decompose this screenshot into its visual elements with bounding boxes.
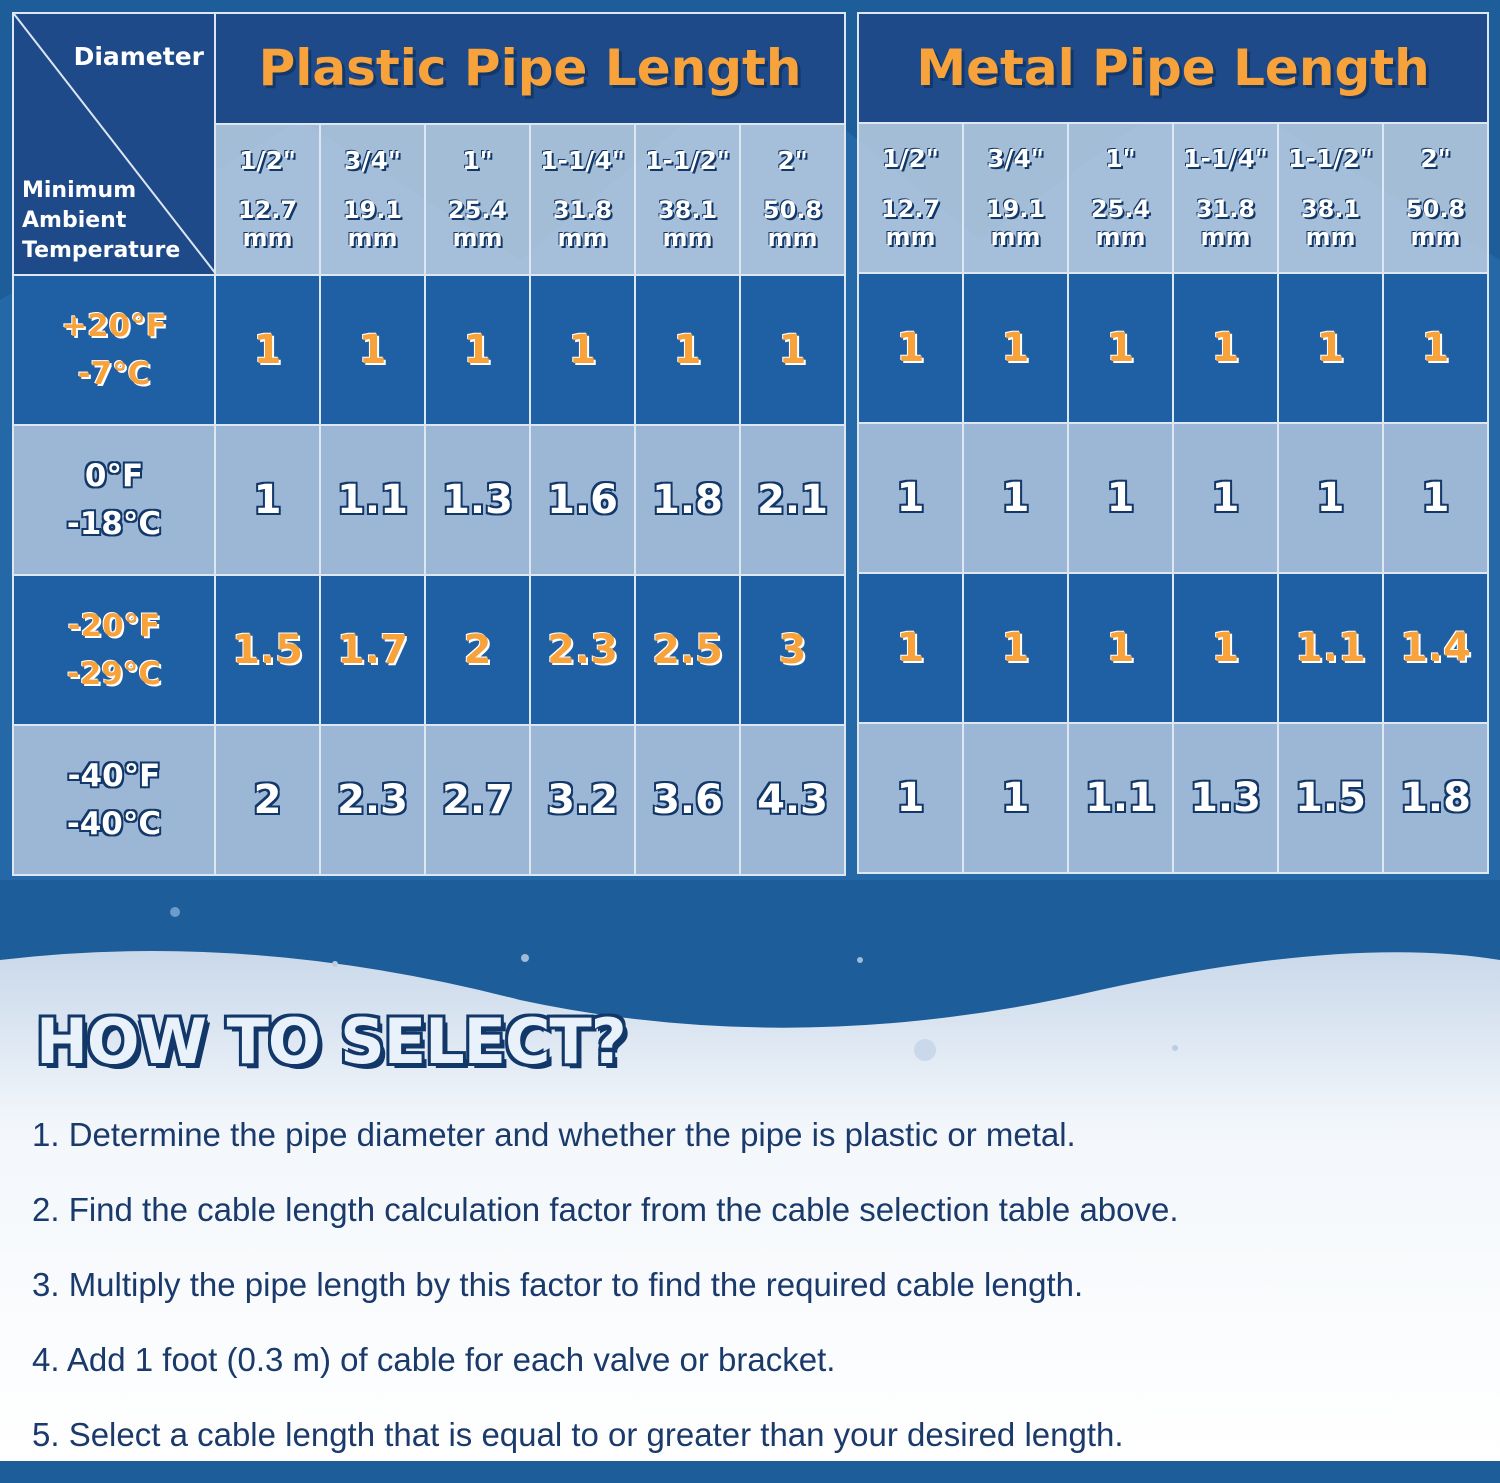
metal-factor-cell: 1 (963, 273, 1068, 423)
temperature-f: -40°F (67, 758, 161, 794)
metal-title: Metal Pipe Length (858, 13, 1488, 123)
plastic-factor-cell: 1.7 (320, 575, 425, 725)
plastic-size-header (740, 124, 845, 275)
size-inch: 3/4" (987, 144, 1044, 174)
plastic-factor-cell: 1.8 (635, 425, 740, 575)
size-mm: 12.7 (237, 196, 298, 225)
metal-factor-cell: 1.1 (1278, 573, 1383, 723)
plastic-factor-cell: 3.2 (530, 725, 635, 875)
metal-factor-cell: 1 (1068, 423, 1173, 573)
temperature-c: -7°C (77, 356, 151, 392)
plastic-factor-cell: 1 (530, 275, 635, 425)
temperature-f: +20°F (61, 308, 167, 344)
plastic-size-header (425, 124, 530, 275)
size-mm: 19.1 (342, 196, 403, 225)
plastic-size-header (215, 124, 320, 275)
metal-size-header (1068, 123, 1173, 273)
metal-factor-cell: 1 (1173, 273, 1278, 423)
size-inch: 1/2" (239, 145, 296, 175)
how-to-select-heading: HOW TO SELECT? (36, 1005, 626, 1078)
size-inch: 1-1/4" (540, 145, 625, 175)
step-3: 3. Multiply the pipe length by this factor to find the required cable length. (32, 1266, 1084, 1303)
size-unit: mm (885, 222, 936, 251)
temperature-cell (13, 425, 215, 575)
size-unit: mm (452, 224, 503, 253)
temperature-cell (13, 725, 215, 875)
size-unit: mm (347, 224, 398, 253)
plastic-factor-cell: 2.7 (425, 725, 530, 875)
metal-factor-cell: 1 (1383, 273, 1488, 423)
plastic-factor-cell: 1 (425, 275, 530, 425)
temperature-f: -20°F (67, 608, 161, 644)
metal-factor-cell: 1 (1383, 423, 1488, 573)
size-unit: mm (1305, 222, 1356, 251)
size-inch: 1" (462, 145, 493, 175)
instruction-steps (32, 1108, 1492, 1483)
metal-factor-cell: 1 (1278, 423, 1383, 573)
temperature-cell (13, 575, 215, 725)
metal-factor-cell: 1 (1173, 573, 1278, 723)
size-mm: 31.8 (552, 196, 613, 225)
plastic-factor-cell: 2 (425, 575, 530, 725)
metal-factor-cell: 1 (1068, 573, 1173, 723)
step-1: 1. Determine the pipe diameter and whether the pipe is plastic or metal. (32, 1116, 1076, 1153)
size-mm: 25.4 (1090, 194, 1151, 223)
size-inch: 3/4" (344, 145, 401, 175)
metal-size-header (1278, 123, 1383, 273)
temperature-c: -18°C (66, 506, 162, 542)
plastic-title: Plastic Pipe Length (215, 13, 845, 124)
metal-factor-cell: 1 (1278, 273, 1383, 423)
plastic-factor-cell: 1.5 (215, 575, 320, 725)
diameter-label: Diameter (73, 42, 204, 71)
plastic-factor-cell: 2.1 (740, 425, 845, 575)
metal-factor-cell: 1.8 (1383, 723, 1488, 873)
metal-factor-cell: 1 (858, 573, 963, 723)
cable-selection-table (12, 12, 1488, 878)
metal-size-header (1383, 123, 1488, 273)
size-mm: 38.1 (657, 196, 718, 225)
size-inch: 1/2" (882, 144, 939, 174)
metal-factor-cell: 1.3 (1173, 723, 1278, 873)
size-inch: 1-1/2" (645, 145, 730, 175)
metal-factor-cell: 1 (1068, 273, 1173, 423)
metal-size-header (1173, 123, 1278, 273)
plastic-table (12, 12, 846, 876)
size-inch: 2" (1420, 144, 1451, 174)
temperature-cell (13, 275, 215, 425)
metal-factor-cell: 1.1 (1068, 723, 1173, 873)
plastic-factor-cell: 1.1 (320, 425, 425, 575)
plastic-factor-cell: 2 (215, 725, 320, 875)
plastic-factor-cell: 1.3 (425, 425, 530, 575)
size-mm: 50.8 (762, 196, 823, 225)
plastic-factor-cell: 1 (215, 425, 320, 575)
size-unit: mm (1200, 222, 1251, 251)
metal-table (857, 12, 1489, 874)
metal-factor-cell: 1 (963, 723, 1068, 873)
size-inch: 2" (777, 145, 808, 175)
plastic-factor-cell: 1 (320, 275, 425, 425)
plastic-factor-cell: 2.3 (530, 575, 635, 725)
size-inch: 1-1/4" (1183, 144, 1268, 174)
temperature-f: 0°F (84, 458, 144, 494)
metal-factor-cell: 1.5 (1278, 723, 1383, 873)
size-unit: mm (990, 222, 1041, 251)
plastic-size-header (530, 124, 635, 275)
corner-header (13, 13, 215, 275)
metal-factor-cell: 1 (858, 273, 963, 423)
metal-factor-cell: 1 (1173, 423, 1278, 573)
metal-size-header (963, 123, 1068, 273)
step-4: 4. Add 1 foot (0.3 m) of cable for each valve or bracket. (32, 1341, 836, 1378)
plastic-factor-cell: 1 (215, 275, 320, 425)
size-unit: mm (242, 224, 293, 253)
plastic-factor-cell: 3 (740, 575, 845, 725)
size-unit: mm (662, 224, 713, 253)
plastic-factor-cell: 1 (740, 275, 845, 425)
metal-factor-cell: 1 (858, 423, 963, 573)
size-unit: mm (767, 224, 818, 253)
plastic-factor-cell: 1.6 (530, 425, 635, 575)
size-mm: 25.4 (447, 196, 508, 225)
temperature-c: -29°C (66, 656, 162, 692)
metal-factor-cell: 1 (963, 423, 1068, 573)
step-2: 2. Find the cable length calculation factor from the cable selection table above. (32, 1191, 1179, 1228)
size-mm: 31.8 (1195, 194, 1256, 223)
plastic-factor-cell: 1 (635, 275, 740, 425)
size-unit: mm (1410, 222, 1461, 251)
plastic-size-header (635, 124, 740, 275)
size-mm: 38.1 (1300, 194, 1361, 223)
metal-factor-cell: 1.4 (1383, 573, 1488, 723)
size-mm: 12.7 (880, 194, 941, 223)
step-5: 5. Select a cable length that is equal to or greater than your desired length. (32, 1416, 1124, 1453)
plastic-factor-cell: 2.5 (635, 575, 740, 725)
metal-factor-cell: 1 (858, 723, 963, 873)
size-mm: 19.1 (985, 194, 1046, 223)
temperature-label: Minimum Ambient Temperature (22, 178, 181, 263)
plastic-factor-cell: 2.3 (320, 725, 425, 875)
size-inch: 1-1/2" (1288, 144, 1373, 174)
temperature-c: -40°C (66, 806, 162, 842)
plastic-size-header (320, 124, 425, 275)
plastic-factor-cell: 4.3 (740, 725, 845, 875)
plastic-factor-cell: 3.6 (635, 725, 740, 875)
size-mm: 50.8 (1405, 194, 1466, 223)
size-unit: mm (557, 224, 608, 253)
size-inch: 1" (1105, 144, 1136, 174)
metal-factor-cell: 1 (963, 573, 1068, 723)
size-unit: mm (1095, 222, 1146, 251)
metal-size-header (858, 123, 963, 273)
